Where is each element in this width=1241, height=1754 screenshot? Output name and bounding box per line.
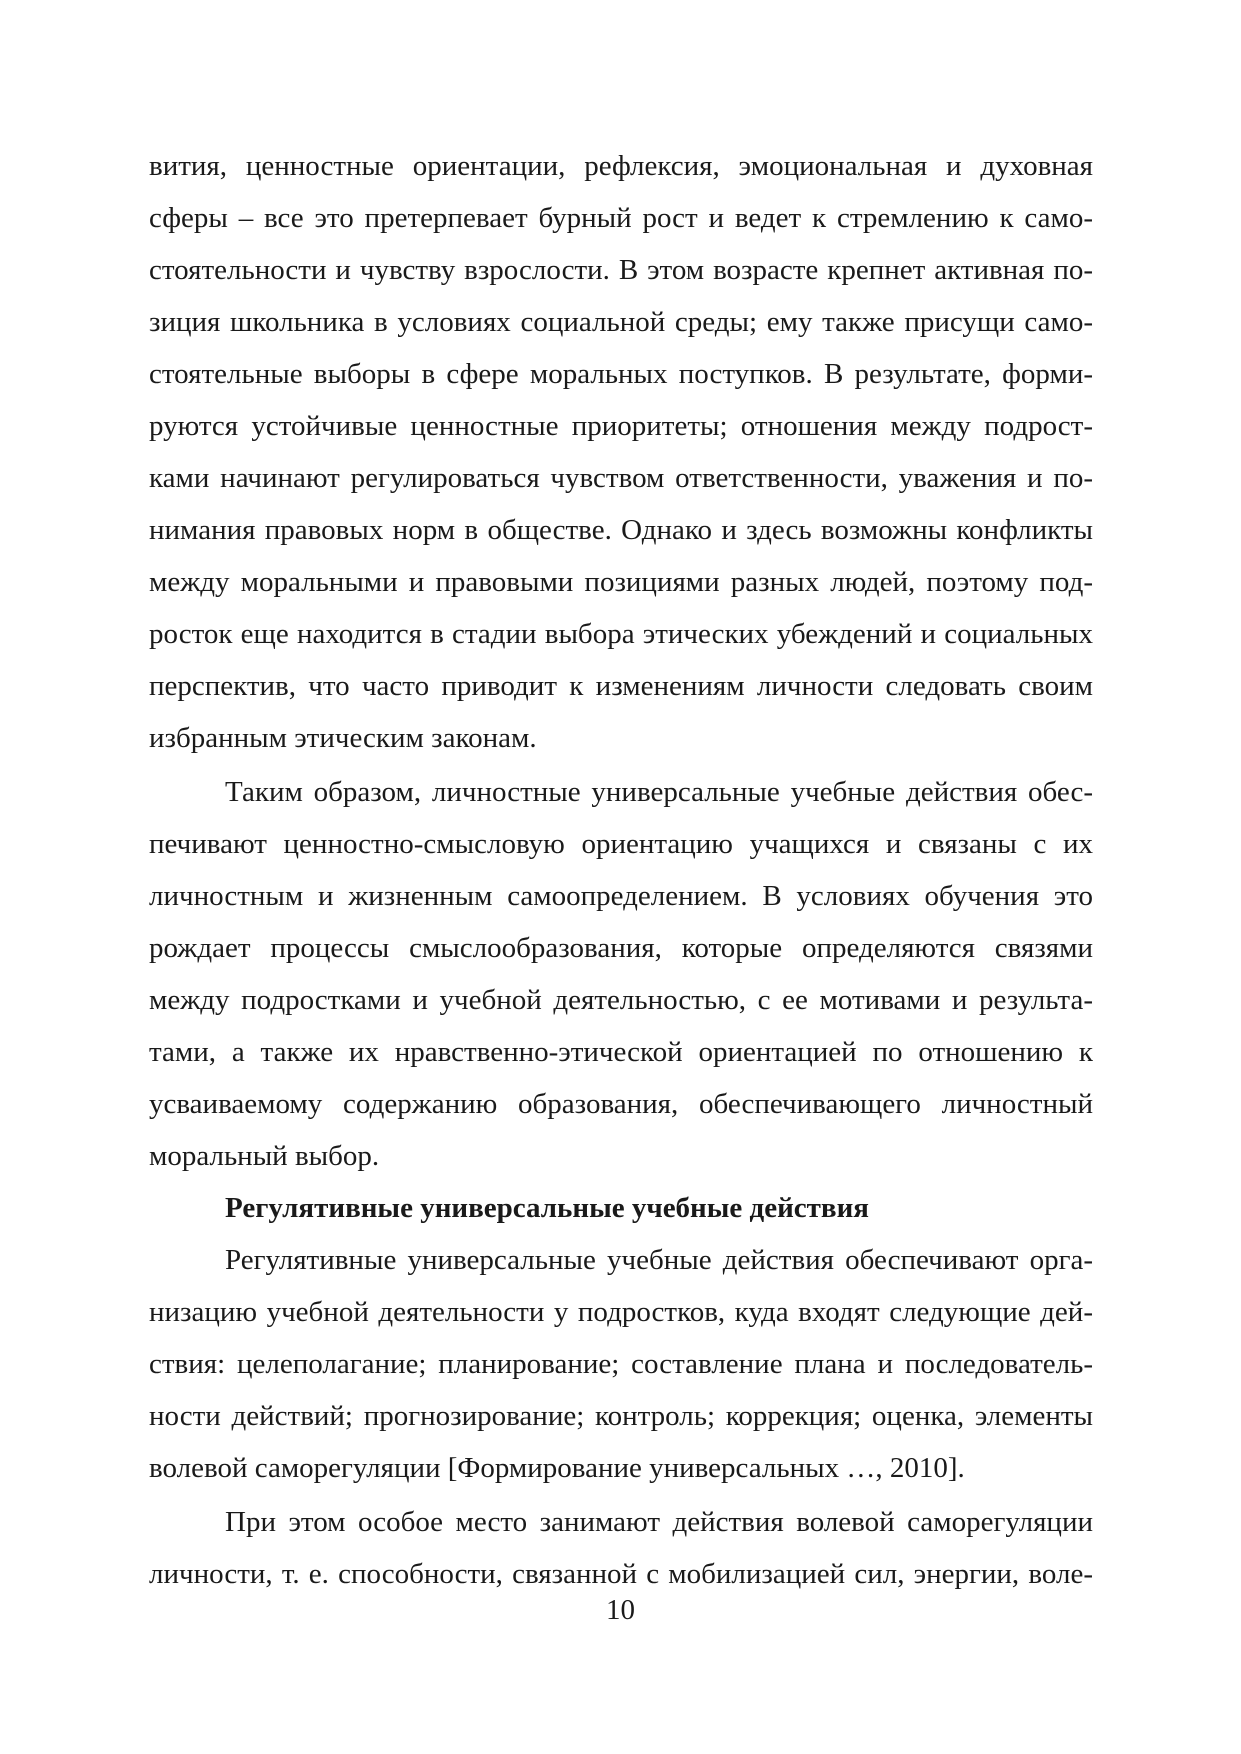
- paragraph-3: [149, 1234, 1093, 1494]
- text-line: стоятельные выборы в сфере моральных поступков. В результате, форми-: [149, 358, 1093, 390]
- page-body: [149, 140, 1093, 1600]
- text-line: сферы – все это претерпевает бурный рост и ведет к стремлению к само-: [149, 202, 1093, 234]
- text-line: При этом особое место занимают действия волевой саморегуляции: [225, 1506, 1093, 1538]
- text-line: личностным и жизненным самоопределением. В условиях обучения это: [149, 880, 1093, 912]
- text-line: росток еще находится в стадии выбора этических убеждений и социальных: [149, 618, 1093, 650]
- text-line: ствия: целеполагание; планирование; составление плана и последователь-: [149, 1348, 1093, 1380]
- text-line: стоятельности и чувству взрослости. В этом возрасте крепнет активная по-: [149, 254, 1093, 286]
- text-line: Таким образом, личностные универсальные учебные действия обес-: [225, 776, 1093, 808]
- text-line: тами, а также их нравственно-этической ориентацией по отношению к: [149, 1036, 1093, 1068]
- text-line: ками начинают регулироваться чувством ответственности, уважения и по-: [149, 462, 1093, 494]
- text-line: между подростками и учебной деятельностью, с ее мотивами и результа-: [149, 984, 1093, 1016]
- text-line: руются устойчивые ценностные приоритеты; отношения между подрост-: [149, 410, 1093, 442]
- paragraph-2: [149, 766, 1093, 1182]
- paragraph-1: [149, 140, 1093, 764]
- section-heading: Регулятивные универсальные учебные действия: [225, 1192, 869, 1224]
- text-line: личности, т. е. способности, связанной с мобилизацией сил, энергии, воле-: [149, 1558, 1093, 1590]
- text-line: низацию учебной деятельности у подростков, куда входят следующие дей-: [149, 1296, 1093, 1328]
- text-line: между моральными и правовыми позициями разных людей, поэтому под-: [149, 566, 1093, 598]
- text-line: зиция школьника в условиях социальной среды; ему также присущи само-: [149, 306, 1093, 338]
- text-line: нимания правовых норм в обществе. Однако и здесь возможны конфликты: [149, 514, 1093, 546]
- text-line: печивают ценностно-смысловую ориентацию учащихся и связаны с их: [149, 828, 1093, 860]
- text-line: вития, ценностные ориентации, рефлексия, эмоциональная и духовная: [149, 150, 1093, 182]
- text-line: избранным этическим законам.: [149, 722, 537, 754]
- text-line: моральный выбор.: [149, 1140, 380, 1172]
- text-line: Регулятивные универсальные учебные действия обеспечивают орга-: [225, 1244, 1093, 1276]
- text-line: ности действий; прогнозирование; контроль; коррекция; оценка, элементы: [149, 1400, 1093, 1432]
- text-line: рождает процессы смыслообразования, которые определяются связями: [149, 932, 1093, 964]
- page-number: 10: [606, 1594, 635, 1626]
- text-line: волевой саморегуляции [Формирование универсальных …, 2010].: [149, 1452, 965, 1484]
- text-line: перспектив, что часто приводит к изменениям личности следовать своим: [149, 670, 1093, 702]
- paragraph-4: [149, 1496, 1093, 1600]
- text-line: усваиваемому содержанию образования, обеспечивающего личностный: [149, 1088, 1093, 1120]
